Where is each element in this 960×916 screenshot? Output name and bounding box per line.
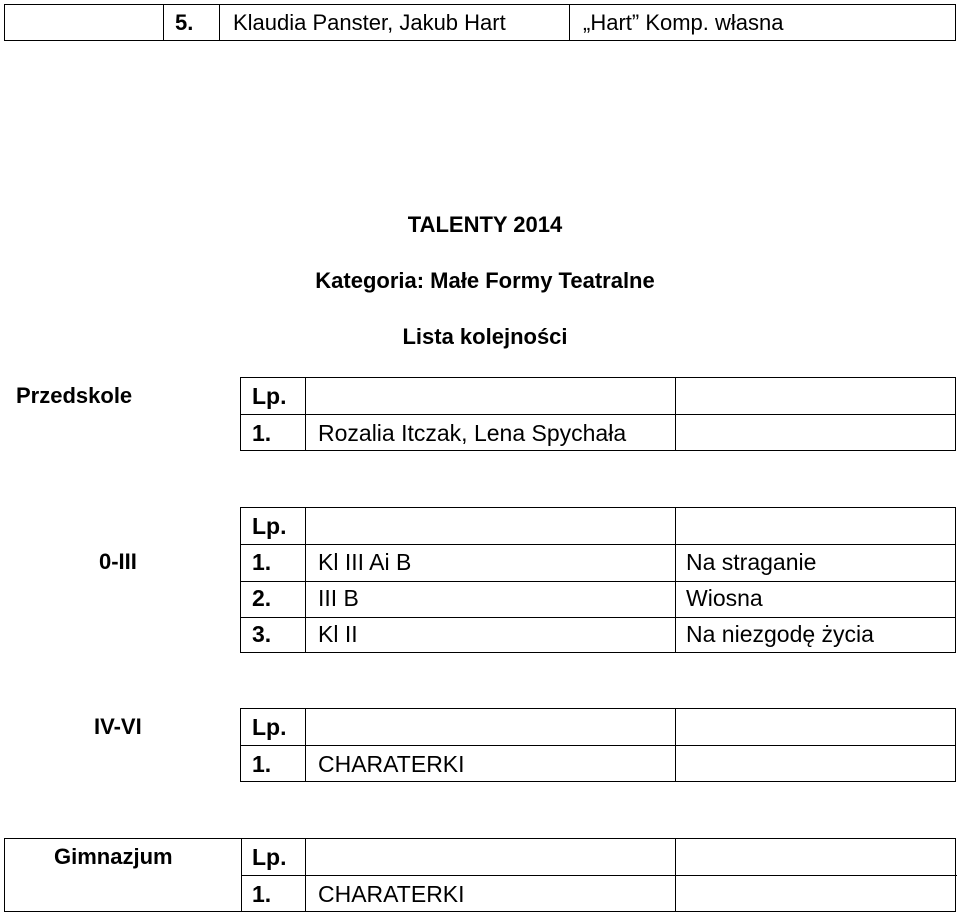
row-title: Na straganie [686,549,817,575]
group-przedskole [4,377,956,451]
row-number: 1. [252,881,272,907]
column-header-lp: Lp. [252,383,287,409]
top-row-divider [569,5,570,40]
top-row-divider [219,5,220,40]
category-heading: Kategoria: Małe Formy Teatralne [315,268,655,293]
row-number: 1. [252,751,272,777]
row-title: Wiosna [686,585,763,611]
list-heading: Lista kolejności [402,324,568,349]
column-header-lp: Lp. [252,513,287,539]
row-name: CHARATERKI [318,751,465,777]
top-row-table [4,4,956,41]
group-label: 0-III [99,549,137,574]
top-row-names: Klaudia Panster, Jakub Hart [233,10,506,35]
row-number: 1. [252,549,272,575]
row-name: Kl II [318,621,358,647]
row-number: 3. [252,621,272,647]
group-0-iii [4,507,956,653]
row-name: CHARATERKI [318,881,465,907]
row-number: 1. [252,420,272,446]
column-header-lp: Lp. [252,714,287,740]
top-row-title: „Hart” Komp. własna [583,10,784,35]
group-label: Gimnazjum [54,844,173,869]
column-header-lp: Lp. [252,844,287,870]
group-label: IV-VI [94,714,142,739]
row-title: Na niezgodę życia [686,621,874,647]
group-label: Przedskole [16,383,133,408]
row-name: Rozalia Itczak, Lena Spychała [318,420,627,446]
row-name: III B [318,585,359,611]
group-iv-vi [4,708,956,782]
top-row-number: 5. [175,10,194,35]
row-name: Kl III Ai B [318,549,412,575]
row-number: 2. [252,585,272,611]
top-row-divider [163,5,164,40]
document-title: TALENTY 2014 [407,212,563,237]
group-gimnazjum [4,838,956,912]
